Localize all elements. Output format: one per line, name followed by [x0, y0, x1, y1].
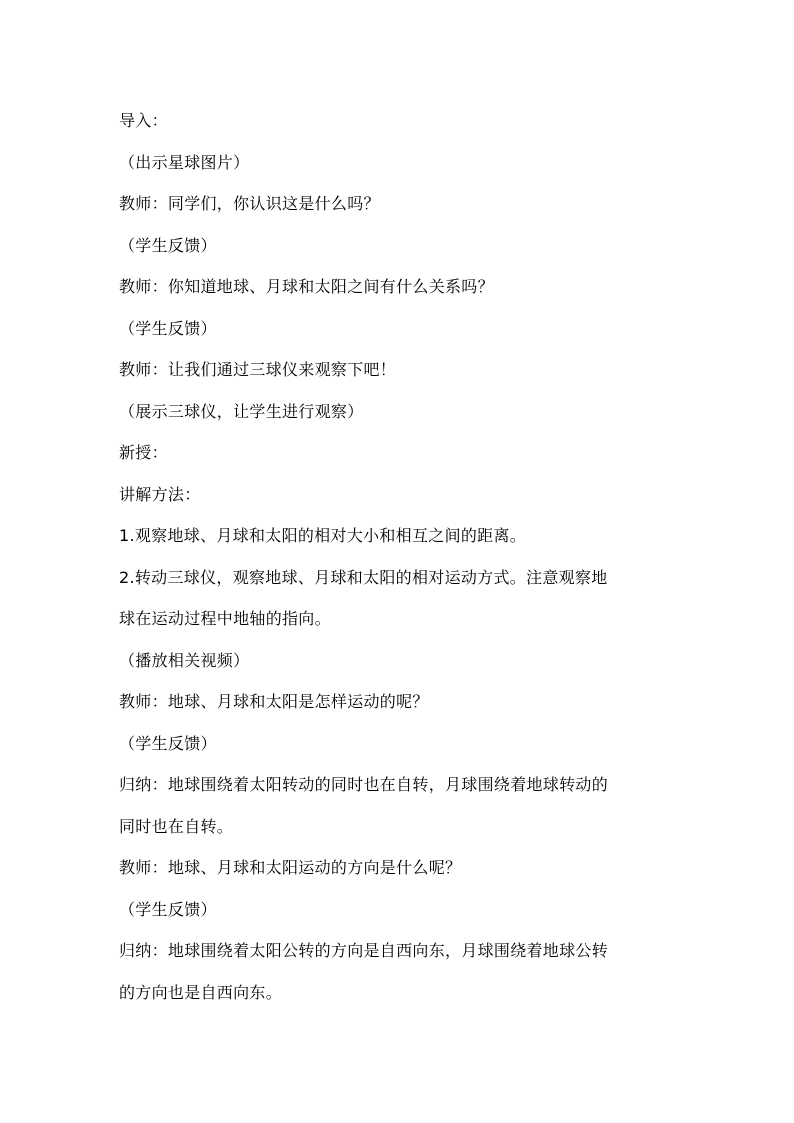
teacher-line: 教师：你知道地球、月球和太阳之间有什么关系吗？: [119, 277, 494, 296]
teacher-line: 教师：让我们通过三球仪来观察下吧！: [119, 360, 397, 379]
document-body: [119, 100, 679, 1013]
method-step-2: 2.转动三球仪，观察地球、月球和太阳的相对运动方式。注意观察地: [119, 567, 608, 587]
stage-direction: （播放相关视频）: [119, 650, 250, 670]
heading-new-lesson: 新授：: [119, 443, 168, 462]
student-feedback: （学生反馈）: [119, 235, 217, 255]
summary-line: 归纳：地球围绕着太阳转动的同时也在自转，月球围绕着地球转动的: [119, 775, 609, 794]
teacher-line: 教师：同学们，你认识这是什么吗？: [119, 194, 380, 213]
method-step-2-continued: 球在运动过程中地轴的指向。: [119, 609, 331, 628]
stage-direction: （出示星球图片）: [119, 152, 250, 172]
student-feedback: （学生反馈）: [119, 733, 217, 753]
teacher-line: 教师：地球、月球和太阳是怎样运动的呢？: [119, 692, 429, 711]
teacher-line: 教师：地球、月球和太阳运动的方向是什么呢？: [119, 858, 462, 877]
summary-line-continued: 同时也在自转。: [119, 816, 234, 836]
summary-line: 归纳：地球围绕着太阳公转的方向是自西向东，月球围绕着地球公转: [119, 941, 609, 960]
student-feedback: （学生反馈）: [119, 318, 217, 338]
heading-method: 讲解方法：: [119, 484, 201, 504]
stage-direction: （展示三球仪，让学生进行观察）: [119, 401, 364, 421]
student-feedback: （学生反馈）: [119, 899, 217, 919]
method-step-1: 1.观察地球、月球和太阳的相对大小和相互之间的距离。: [119, 526, 527, 545]
heading-intro: 导入：: [119, 111, 168, 130]
summary-line-continued: 的方向也是自西向东。: [119, 982, 283, 1002]
